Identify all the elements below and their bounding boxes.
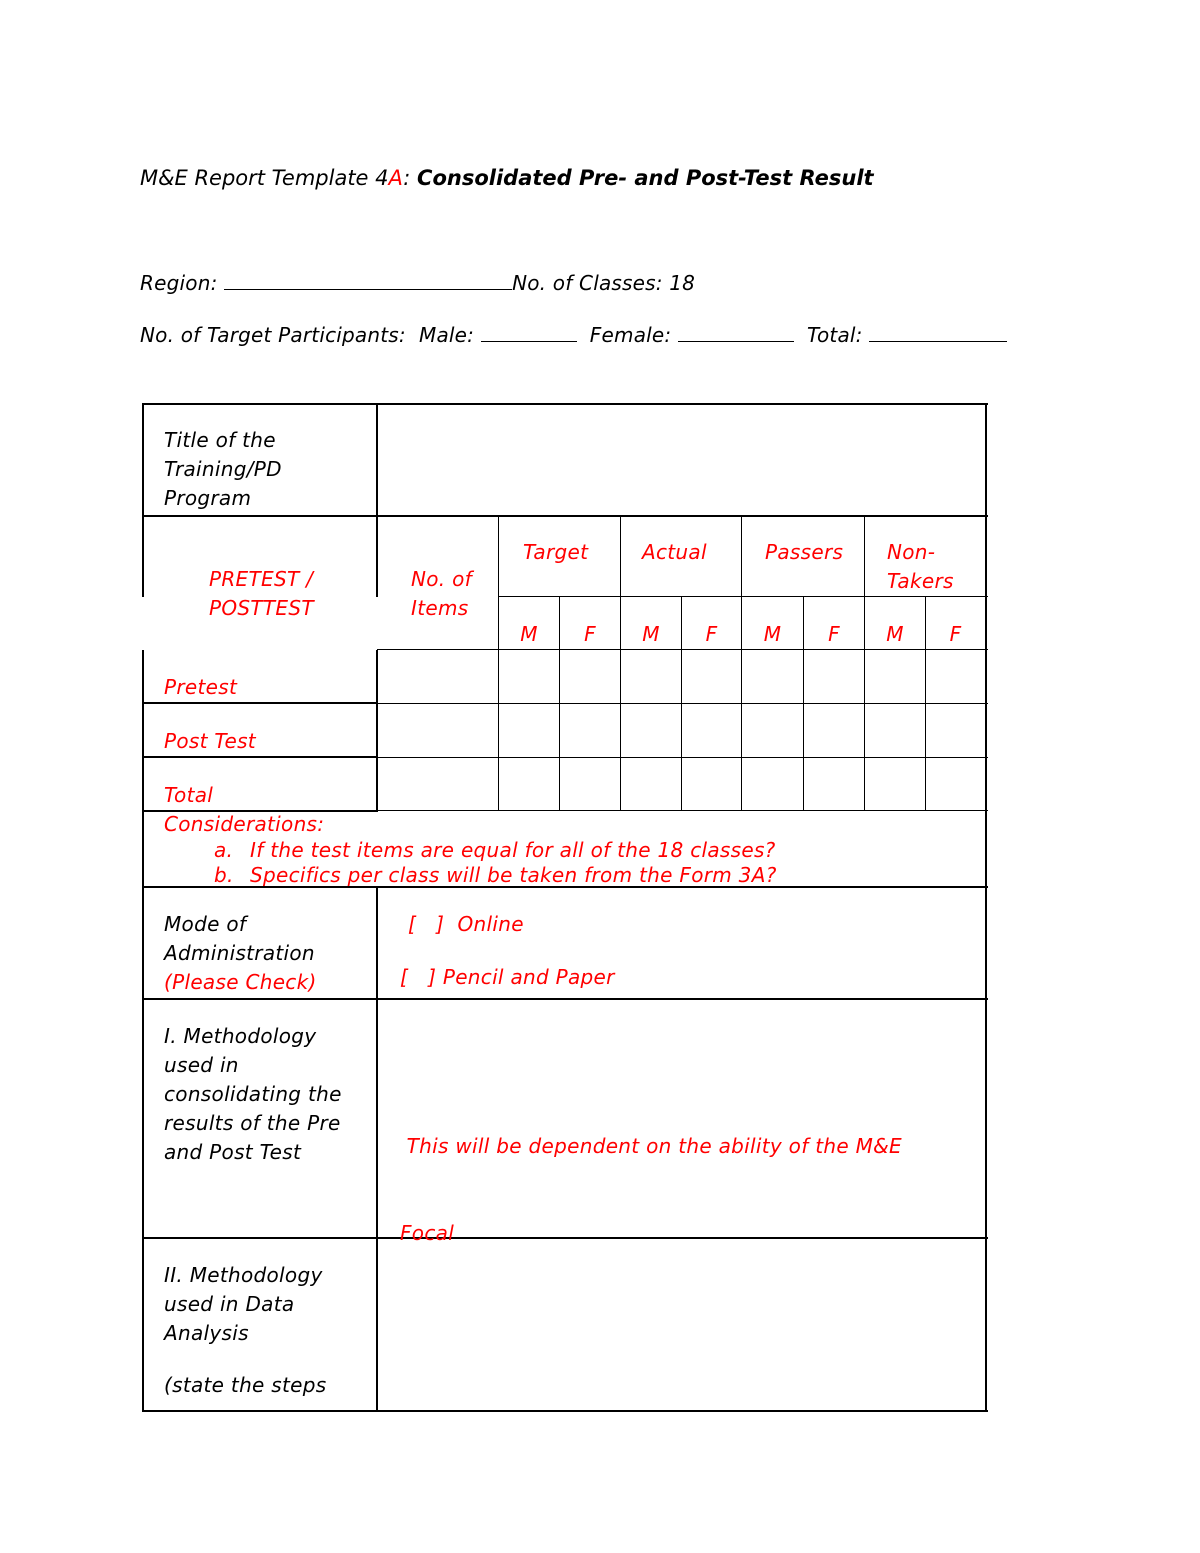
title-of-training-label: Title of the Training/PD Program [164, 428, 282, 510]
consideration-b: Specifics per class will be taken from the Form 3A? [250, 863, 777, 887]
non-takers-header: Non- Takers [887, 540, 954, 593]
pretest-posttest-header: PRETEST / POSTTEST [209, 567, 314, 620]
considerations-title: Considerations: [164, 812, 325, 836]
passers-header: Passers [765, 540, 844, 564]
methodology-2-field[interactable] [378, 1239, 985, 1410]
consideration-b-marker: b. [214, 863, 234, 887]
participants-label: No. of Target Participants: [140, 323, 406, 347]
mode-of-administration-label: Mode of Administration (Please Check) [164, 912, 317, 994]
actual-header: Actual [642, 540, 707, 564]
female-field[interactable] [678, 323, 794, 342]
methodology-1-note: This will be dependent on the ability of the M&E Focal [400, 1134, 902, 1245]
actual-m: M [642, 622, 660, 646]
target-f: F [584, 622, 596, 646]
title-letter: A [388, 166, 404, 190]
passers-m: M [763, 622, 782, 646]
training-title-field[interactable] [378, 405, 985, 515]
total-label: Total: [807, 323, 863, 347]
participants-line [140, 323, 1007, 347]
title-colon: : [403, 166, 411, 190]
male-label: Male: [418, 323, 475, 347]
row-pretest: Pretest [164, 675, 238, 699]
region-label: Region: [140, 271, 218, 295]
non-takers-m: M [886, 622, 904, 646]
non-takers-f: F [949, 622, 962, 646]
male-field[interactable] [481, 323, 577, 342]
title-prefix: M&E Report Template 4 [140, 166, 389, 190]
option-online-checkbox[interactable]: [ ] Online [408, 912, 524, 936]
total-field[interactable] [869, 323, 1007, 342]
region-line [140, 271, 695, 295]
region-field[interactable] [224, 271, 512, 290]
classes-label: No. of Classes: 18 [512, 271, 696, 295]
target-header: Target [523, 540, 589, 564]
methodology-1-label: I. Methodology used in consolidating the results of the Pre and Post Test [164, 1024, 342, 1164]
option-pencil-paper-checkbox[interactable]: [ ] Pencil and Paper [400, 965, 615, 989]
female-label: Female: [589, 323, 672, 347]
consideration-a: If the test items are equal for all of the 18 classes? [250, 838, 776, 862]
no-of-items-header: No. of Items [411, 567, 472, 620]
row-post-test: Post Test [164, 729, 256, 753]
passers-f: F [828, 622, 840, 646]
row-total: Total [164, 783, 214, 807]
title-bold: Consolidated Pre- and Post-Test Result [417, 166, 874, 190]
actual-f: F [705, 622, 718, 646]
target-m: M [520, 622, 538, 646]
page-title [140, 166, 874, 190]
methodology-2-label: II. Methodology used in Data Analysis (state the steps [164, 1263, 327, 1397]
consideration-a-marker: a. [214, 838, 234, 862]
